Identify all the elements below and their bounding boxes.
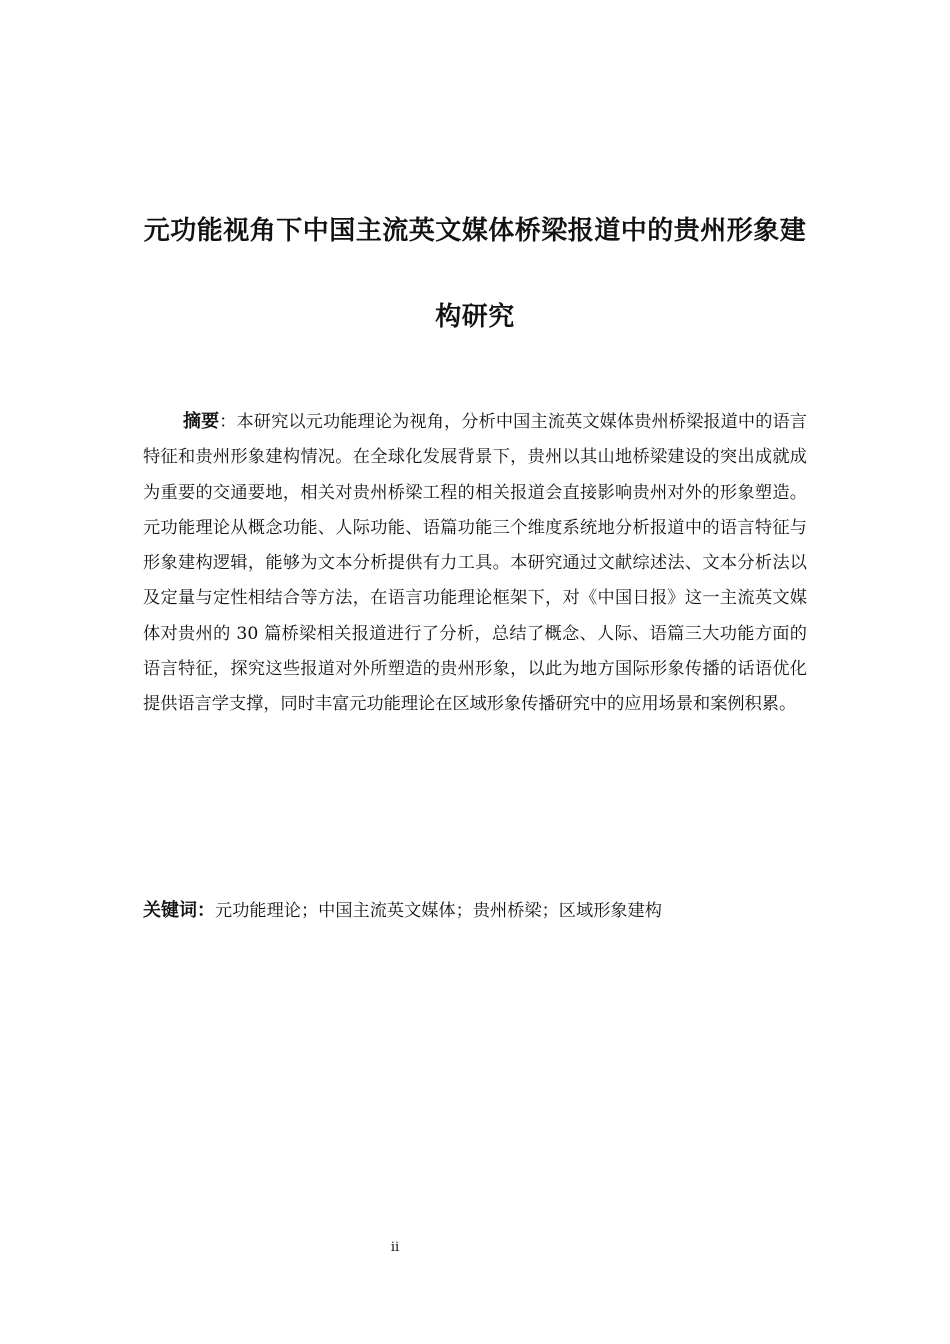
page-number: ii <box>390 1240 400 1255</box>
abstract-separator: ： <box>219 412 237 432</box>
keywords-label: 关键词： <box>143 900 215 921</box>
keywords-line <box>143 896 807 926</box>
abstract-label: 摘要 <box>183 411 220 432</box>
keywords-text: 元功能理论；中国主流英文媒体；贵州桥梁；区域形象建构 <box>215 901 662 921</box>
abstract-text: 本研究以元功能理论为视角，分析中国主流英文媒体贵州桥梁报道中的语言特征和贵州形象建构情况。在全球化发展背景下，贵州以其山地桥梁建设的突出成就成为重要的交通要地，相关对贵州桥梁工程的相关报道会直接影响贵州对外的形象塑造。元功能理论从概念功能、人际功能、语篇功能三个维度系统地分析报道中的语言特征与形象建构逻辑，能够为文本分析提供有力工具。本研究通过文献综述法、文本分析法以及定量与定性相结合等方法，在语言功能理论框架下，对《中国日报》这一主流英文媒体对贵州的 30 篇桥梁相关报道进行了分析，总结了概念、人际、语篇三大功能方面的语言特征，探究这些报道对外所塑造的贵州形象，以此为地方国际形象传播的话语优化提供语言学支撑，同时丰富元功能理论在区域形象传播研究中的应用场景和案例积累。 <box>143 412 807 715</box>
document-title: 元功能视角下中国主流英文媒体桥梁报道中的贵州形象建构研究 <box>143 216 807 332</box>
abstract-paragraph <box>143 404 807 723</box>
